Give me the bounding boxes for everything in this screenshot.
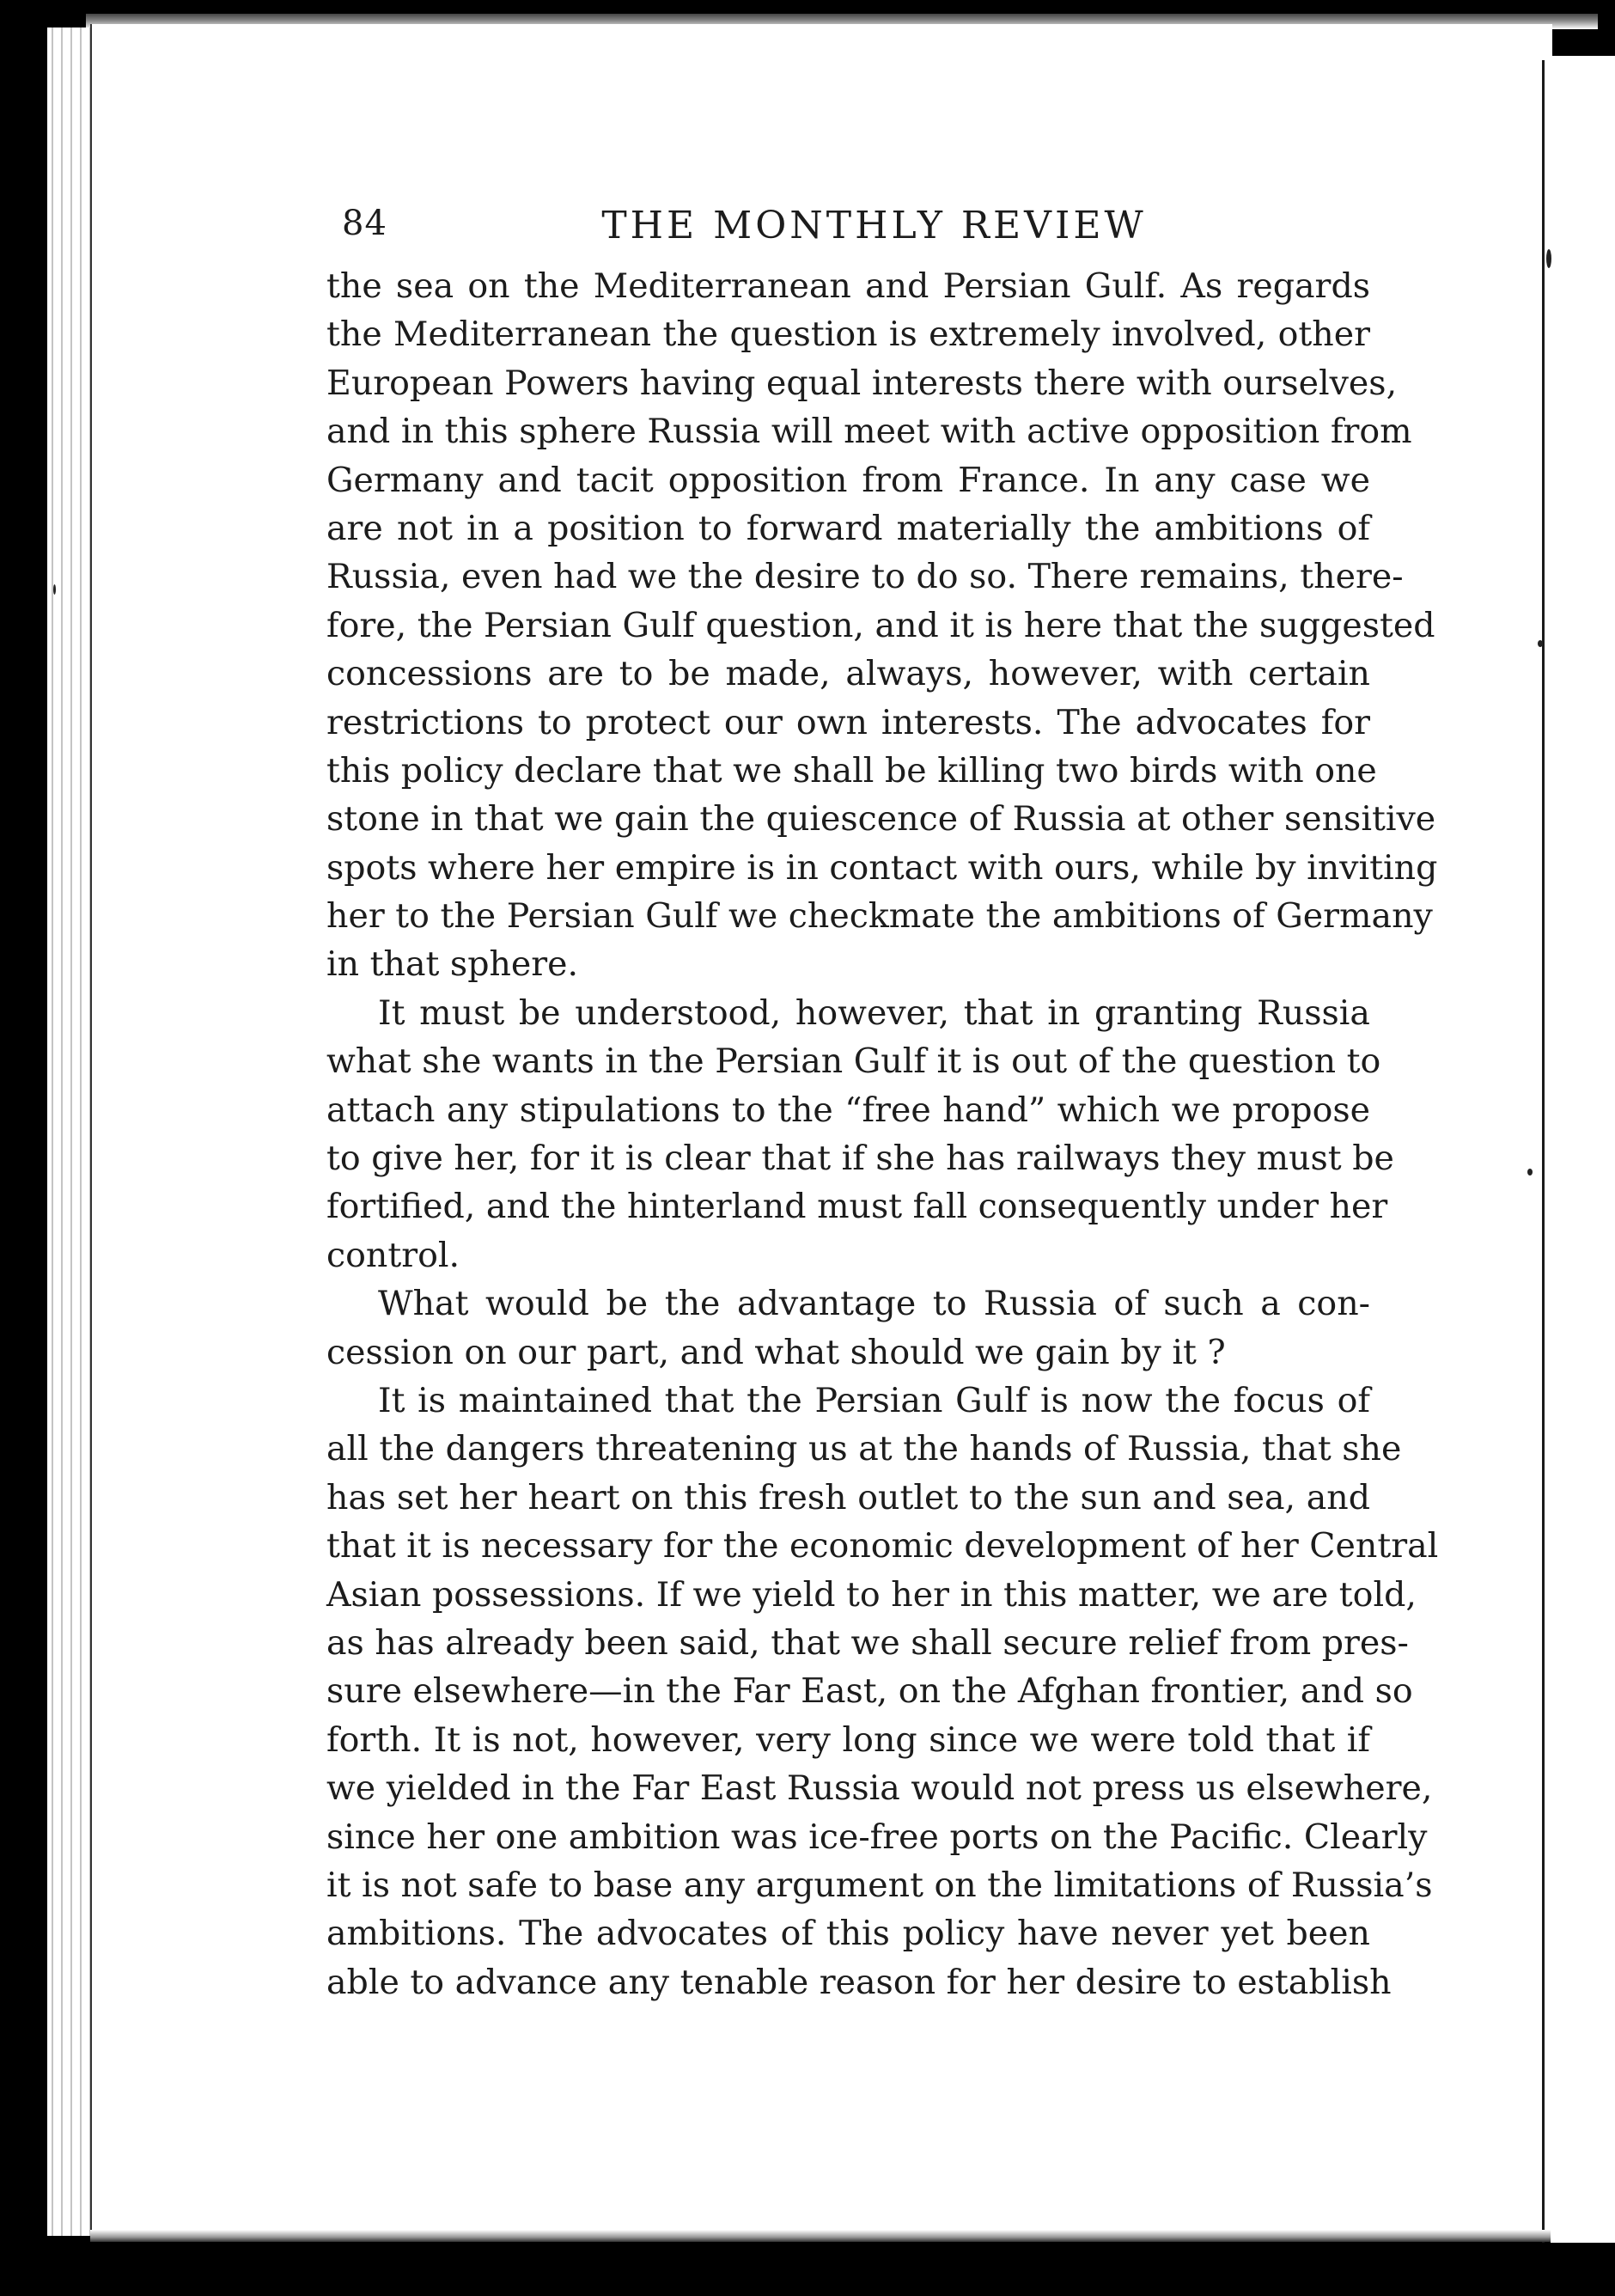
text-line: it is not safe to base any argument on the limitations of Russia’s <box>326 1865 1433 1905</box>
text-line: in that sphere. <box>326 944 579 985</box>
text-line: Asian possessions. If we yield to her in this matter, we are told, <box>326 1574 1417 1615</box>
text-line: It must be understood, however, that in granting Russia <box>378 992 1370 1033</box>
text-line: European Powers having equal interests there with ourselves, <box>326 363 1398 403</box>
text-line: and in this sphere Russia will meet with active opposition from <box>326 412 1412 452</box>
text-line: ambitions. The advocates of this policy have never yet been <box>326 1914 1370 1954</box>
bottom-edge-shadow <box>90 2230 1551 2242</box>
bleed-mark <box>53 584 56 595</box>
right-margin <box>1551 56 1615 2243</box>
text-line: all the dangers threatening us at the hands of Russia, that she <box>326 1429 1402 1469</box>
text-line: Russia, even had we the desire to do so. There remains, there- <box>326 557 1404 597</box>
text-line: able to advance any tenable reason for her desire to establish <box>326 1962 1392 2002</box>
text-line: to give her, for it is clear that if she has railways they must be <box>326 1139 1394 1179</box>
body-text <box>326 262 1439 2006</box>
text-line: restrictions to protect our own interests. The advocates for <box>326 702 1370 742</box>
text-line: fore, the Persian Gulf question, and it is here that the suggested <box>326 605 1435 645</box>
journal-title: THE MONTHLY REVIEW <box>601 204 1147 247</box>
text-line: fortified, and the hinterland must fall consequently under her <box>326 1187 1388 1227</box>
running-head <box>326 185 1370 262</box>
text-line: are not in a position to forward materially the ambitions of <box>326 508 1370 548</box>
text-line: the sea on the Mediterranean and Persian Gulf. As regards <box>326 266 1370 306</box>
text-block <box>326 185 1439 2006</box>
bleed-mark <box>1538 640 1543 647</box>
text-line: Germany and tacit opposition from France. In any case we <box>326 460 1370 500</box>
text-line: spots where her empire is in contact with ours, while by inviting <box>326 847 1438 888</box>
text-line: that it is necessary for the economic development of her Central <box>326 1526 1439 1566</box>
bleed-mark <box>1546 249 1551 268</box>
text-line: this policy declare that we shall be killing two birds with one <box>326 750 1377 791</box>
text-line: the Mediterranean the question is extremely involved, other <box>326 314 1370 355</box>
text-line: has set her heart on this fresh outlet to the sun and sea, and <box>326 1477 1370 1517</box>
text-line: forth. It is not, however, very long since we were told that if <box>326 1719 1370 1760</box>
gutter-line <box>1542 60 1545 2243</box>
text-line: stone in that we gain the quiescence of Russia at other sensitive <box>326 799 1436 840</box>
text-line: her to the Persian Gulf we checkmate the ambitions of Germany <box>326 896 1433 937</box>
text-line: sure elsewhere—in the Far East, on the Afghan frontier, and so <box>326 1671 1413 1712</box>
text-line: what she wants in the Persian Gulf it is out of the question to <box>326 1041 1381 1082</box>
text-line: control. <box>326 1235 460 1275</box>
page-number: 84 <box>342 204 387 243</box>
text-line: as has already been said, that we shall secure relief from pres- <box>326 1622 1409 1663</box>
text-line: cession on our part, and what should we gain by it ? <box>326 1332 1226 1372</box>
bleed-mark <box>1527 1169 1533 1175</box>
text-line: since her one ambition was ice-free ports on the Pacific. Clearly <box>326 1817 1428 1857</box>
text-line: It is maintained that the Persian Gulf is now the focus of <box>378 1380 1370 1420</box>
text-line: attach any stipulations to the “free hand” which we propose <box>326 1090 1370 1130</box>
text-line: we yielded in the Far East Russia would not press us elsewhere, <box>326 1768 1433 1809</box>
text-line: What would be the advantage to Russia of such a con- <box>378 1284 1370 1324</box>
text-line: concessions are to be made, always, however, with certain <box>326 654 1370 694</box>
